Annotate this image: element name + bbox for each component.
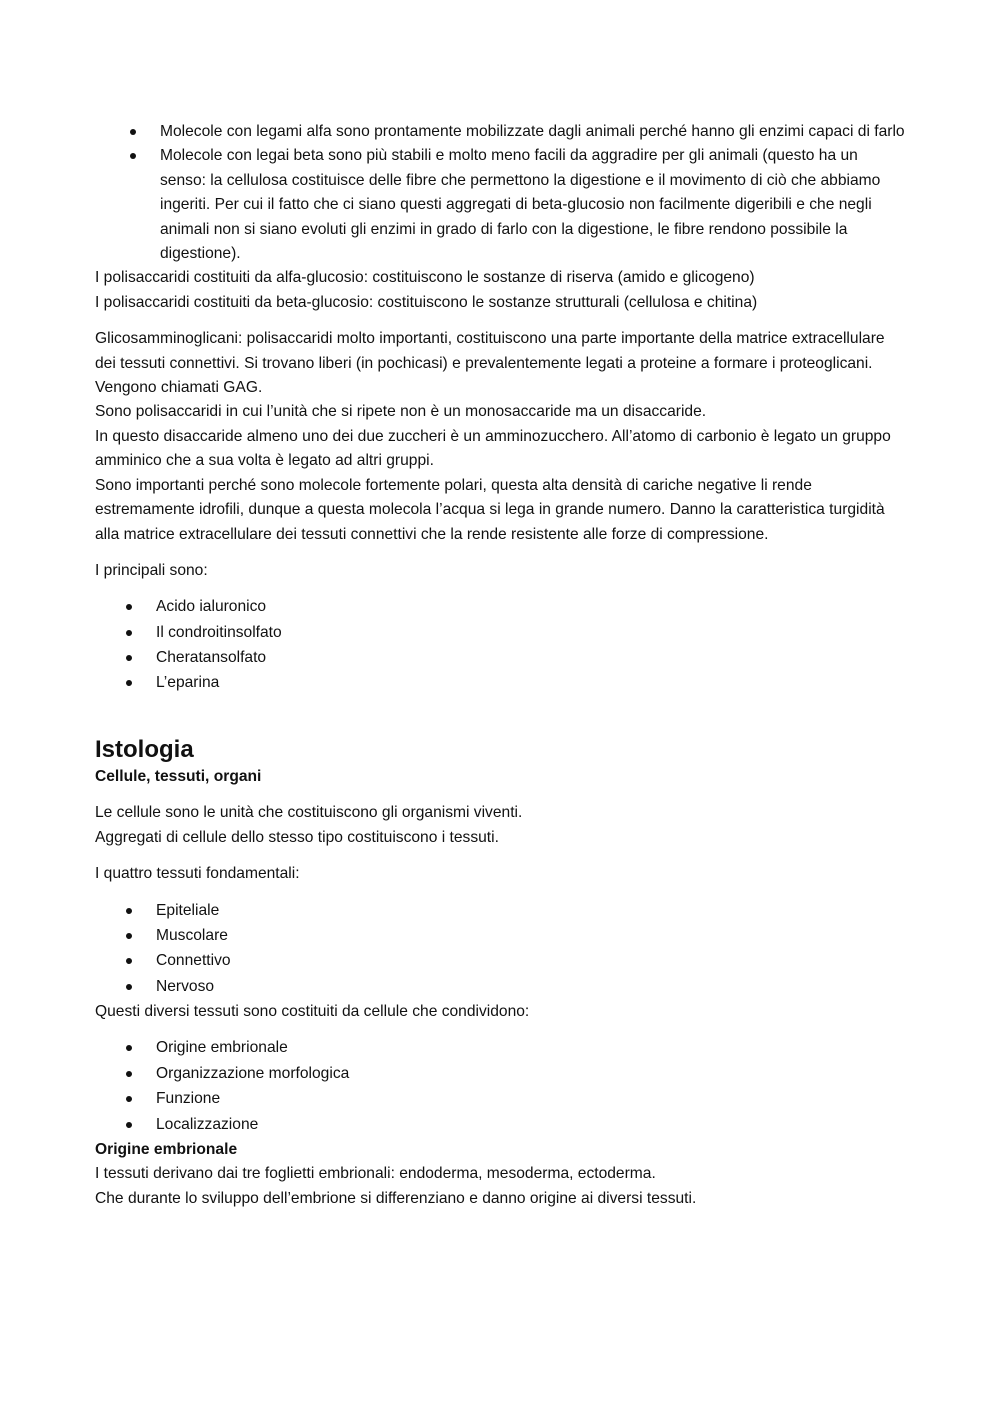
- cells-line: Le cellule sono le unità che costituiscono gli organismi viventi.: [95, 804, 523, 822]
- principal-list: [95, 595, 907, 697]
- gag-disaccharide: Sono polisaccaridi in cui l’unità che si ripete non è un monosaccaride ma un disaccaride.: [95, 403, 707, 421]
- list-item: Cheratansolfato: [95, 646, 907, 671]
- intro-bullet-list: [95, 120, 907, 266]
- list-item: Molecole con legai beta sono più stabili e molto meno facili da aggradire per gli animali (questo ha un senso: la cellulosa costituisce delle fibre che permettono la digestione e il movimento di ciò che abbiamo ingeriti. Per cui il fatto che ci siano questi aggregati di beta-glucosio non facilmente digeribili e che negli animali non si siano evoluti gli enzimi in grado di farlo con la digestione, le fibre rendono possibile la digestione).: [95, 144, 907, 266]
- list-item: Epiteliale: [95, 899, 907, 924]
- gag-paragraph: [95, 327, 907, 547]
- list-item: Organizzazione morfologica: [95, 1062, 907, 1087]
- origin-line: Che durante lo sviluppo dell’embrione si differenziano e danno origine ai diversi tessuti.: [95, 1189, 697, 1207]
- list-item: L’eparina: [95, 671, 907, 696]
- gag-aminosugar: In questo disaccaride almeno uno dei due zuccheri è un amminozucchero. All’atomo di carbonio è legato un gruppo amminico che a sua volta è legato ad altri gruppi.: [95, 427, 891, 470]
- list-item: Nervoso: [95, 975, 907, 1000]
- list-item: Molecole con legami alfa sono prontamente mobilizzate dagli animali perché hanno gli enzimi capaci di farlo: [95, 120, 907, 144]
- section-subtitle: Cellule, tessuti, organi: [95, 767, 262, 785]
- gag-polarity: Sono importanti perché sono molecole fortemente polari, questa alta densità di cariche negative li rende estremamente idrofili, dunque a questa molecola l’acqua si lega in grande numero. Danno la caratteristica turgidità alla matrice extracellulare dei tessuti connettivi che la rende resistente alle forze di compressione.: [95, 476, 885, 543]
- shared-list: [95, 1036, 907, 1138]
- origin-line: I tessuti derivano dai tre foglietti embrionali: endoderma, mesoderma, ectoderma.: [95, 1165, 656, 1183]
- list-item: Il condroitinsolfato: [95, 621, 907, 646]
- polysaccharide-alpha-line: I polisaccaridi costituiti da alfa-glucosio: costituiscono le sostanze di riserva (amido e glicogeno): [95, 269, 755, 287]
- tissues-list: [95, 899, 907, 1001]
- shared-intro: Questi diversi tessuti sono costituiti da cellule che condividono:: [95, 1003, 530, 1021]
- origin-title: Origine embrionale: [95, 1141, 238, 1159]
- polysaccharide-beta-line: I polisaccaridi costituiti da beta-glucosio: costituiscono le sostanze strutturali (cellulosa e chitina): [95, 293, 758, 311]
- list-item: Muscolare: [95, 924, 907, 949]
- principal-intro: I principali sono:: [95, 561, 208, 579]
- list-item: Acido ialuronico: [95, 595, 907, 620]
- list-item: Origine embrionale: [95, 1036, 907, 1061]
- cells-line: Aggregati di cellule dello stesso tipo costituiscono i tessuti.: [95, 828, 499, 846]
- list-item: Funzione: [95, 1087, 907, 1112]
- section-title: Istologia: [95, 735, 194, 763]
- list-item: Localizzazione: [95, 1113, 907, 1138]
- list-item: Connettivo: [95, 949, 907, 974]
- gag-definition: Glicosamminoglicani: polisaccaridi molto importanti, costituiscono una parte importante della matrice extracellulare dei tessuti connettivi. Si trovano liberi (in pochicasi) e prevalentemente legati a proteine a formare i proteoglicani. Vengono chiamati GAG.: [95, 330, 885, 397]
- page-content: [95, 120, 907, 1211]
- tissues-intro: I quattro tessuti fondamentali:: [95, 865, 300, 883]
